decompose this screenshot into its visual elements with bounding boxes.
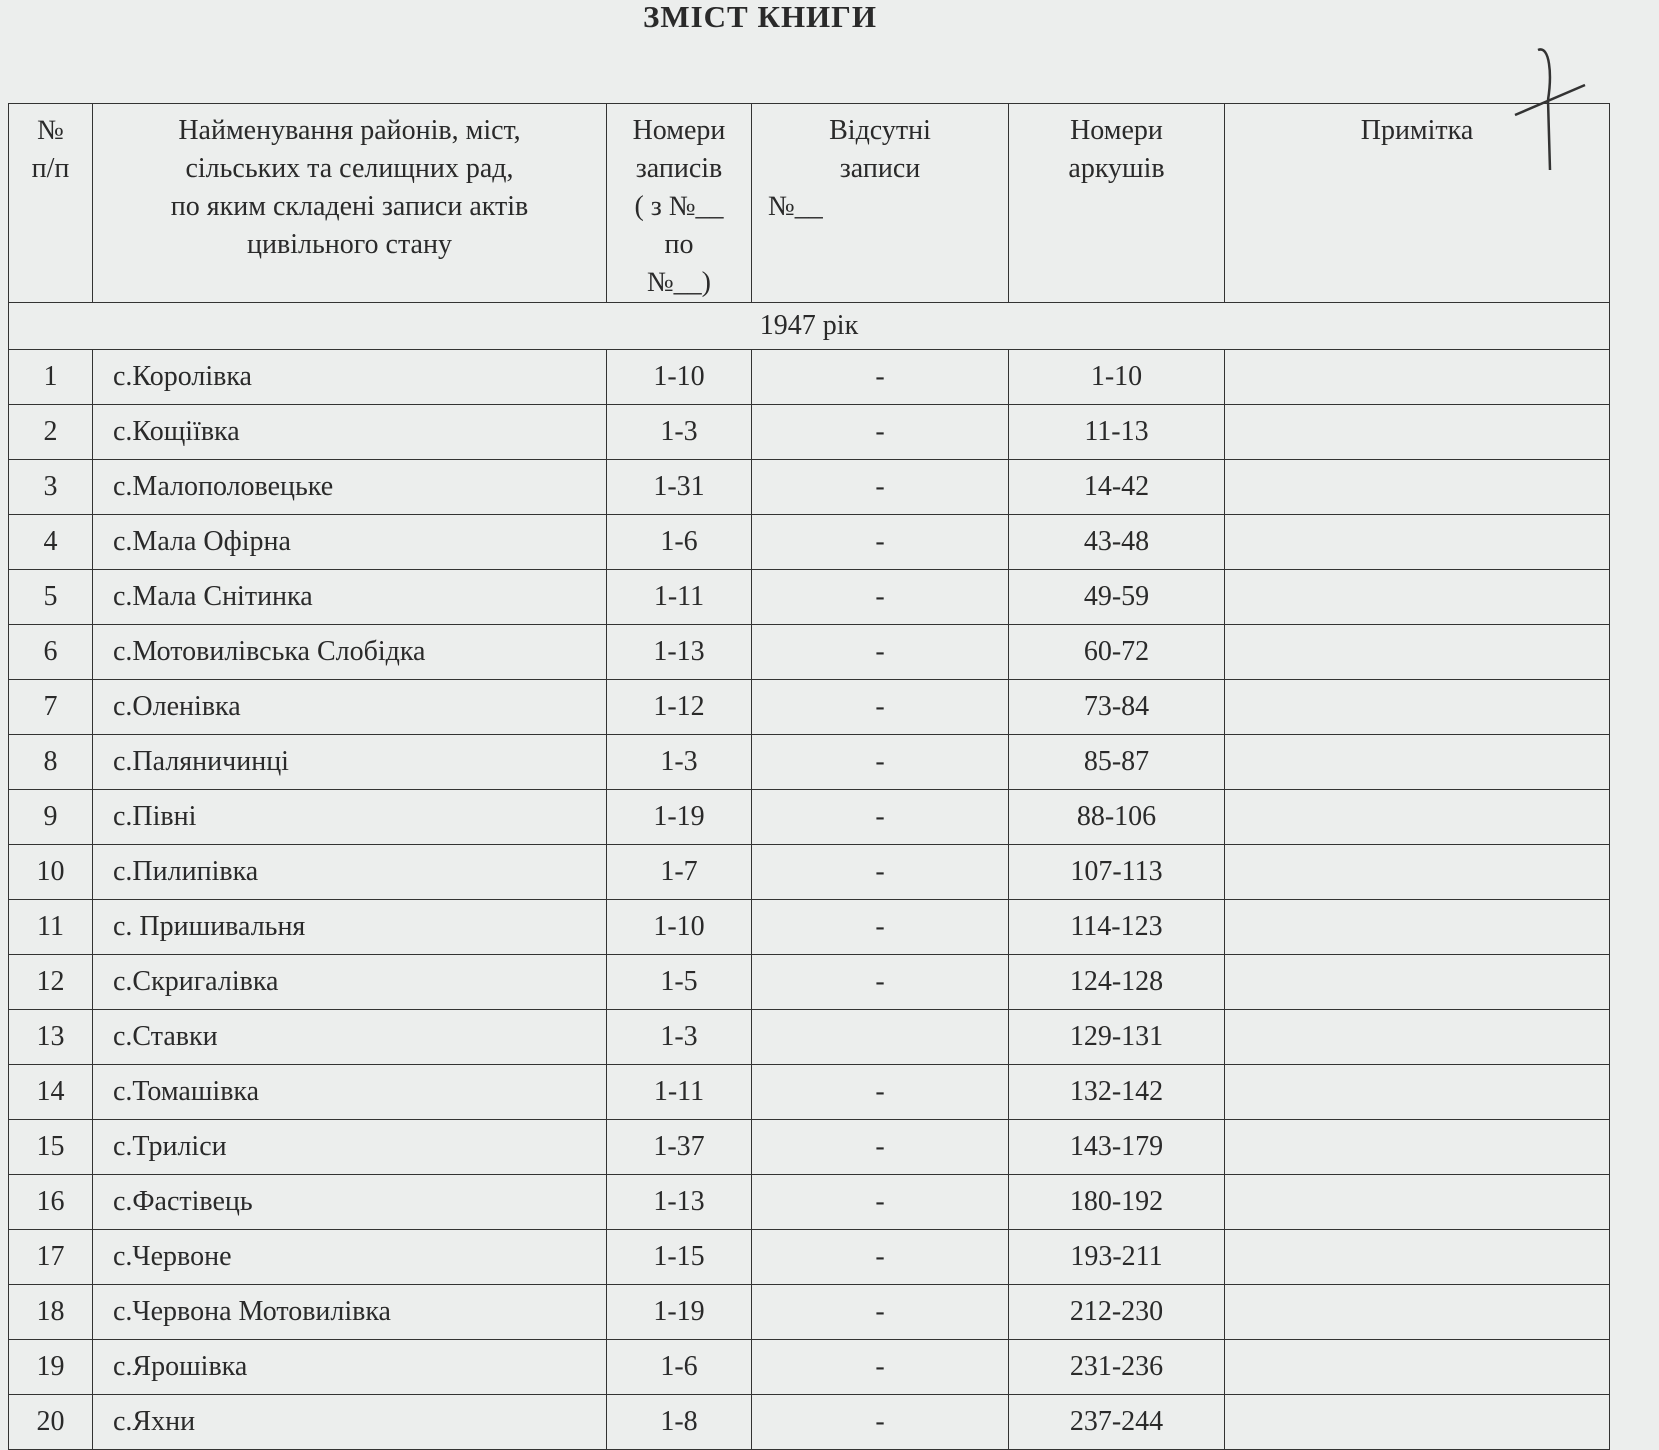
row-missing: - [752,1395,1009,1450]
row-note [1225,680,1610,735]
row-note [1225,790,1610,845]
row-records: 1-13 [607,625,752,680]
row-sheets: 60-72 [1009,625,1225,680]
row-number: 13 [9,1010,93,1065]
row-missing: - [752,845,1009,900]
table-row [9,790,1610,845]
row-records: 1-19 [607,790,752,845]
row-number: 12 [9,955,93,1010]
row-note [1225,460,1610,515]
row-records: 1-10 [607,350,752,405]
row-sheets: 231-236 [1009,1340,1225,1395]
row-records: 1-11 [607,1065,752,1120]
row-name: с.Фастівець [93,1175,607,1230]
row-sheets: 129-131 [1009,1010,1225,1065]
row-number: 14 [9,1065,93,1120]
row-name: с.Яхни [93,1395,607,1450]
row-note [1225,1340,1610,1395]
row-missing: - [752,460,1009,515]
row-number: 4 [9,515,93,570]
row-note [1225,955,1610,1010]
row-number: 3 [9,460,93,515]
row-sheets: 49-59 [1009,570,1225,625]
row-note [1225,900,1610,955]
contents-table [8,103,1610,1450]
row-sheets: 1-10 [1009,350,1225,405]
row-note [1225,845,1610,900]
row-name: с.Мала Снітинка [93,570,607,625]
table-row [9,735,1610,790]
row-sheets: 212-230 [1009,1285,1225,1340]
row-name: с.Королівка [93,350,607,405]
row-missing: - [752,1175,1009,1230]
row-number: 15 [9,1120,93,1175]
row-note [1225,1230,1610,1285]
row-number: 2 [9,405,93,460]
row-name: с.Кощіївка [93,405,607,460]
row-number: 17 [9,1230,93,1285]
row-note [1225,1285,1610,1340]
table-row [9,955,1610,1010]
row-sheets: 114-123 [1009,900,1225,955]
row-missing: - [752,515,1009,570]
row-name: с.Паляничинці [93,735,607,790]
row-missing [752,1010,1009,1065]
row-name: с.Ярошівка [93,1340,607,1395]
row-missing: - [752,1340,1009,1395]
row-sheets: 88-106 [1009,790,1225,845]
row-records: 1-6 [607,1340,752,1395]
row-missing: - [752,350,1009,405]
row-records: 1-15 [607,1230,752,1285]
row-number: 19 [9,1340,93,1395]
row-sheets: 143-179 [1009,1120,1225,1175]
row-missing: - [752,680,1009,735]
row-note [1225,1120,1610,1175]
table-row [9,1395,1610,1450]
header-records: Номери записів ( з №__ по №__) [607,104,752,303]
header-num: № п/п [9,104,93,303]
header-missing: Відсутні записи №__ [752,104,1009,303]
row-sheets: 193-211 [1009,1230,1225,1285]
row-note [1225,350,1610,405]
row-number: 6 [9,625,93,680]
row-name: с.Червоне [93,1230,607,1285]
document-title: ЗМІСТ КНИГИ [642,0,878,34]
row-note [1225,1065,1610,1120]
row-sheets: 180-192 [1009,1175,1225,1230]
row-sheets: 14-42 [1009,460,1225,515]
row-records: 1-7 [607,845,752,900]
row-records: 1-10 [607,900,752,955]
row-number: 1 [9,350,93,405]
row-name: с.Мала Офірна [93,515,607,570]
table-row [9,570,1610,625]
row-number: 18 [9,1285,93,1340]
table-row [9,1230,1610,1285]
row-name: с.Мотовилівська Слобідка [93,625,607,680]
row-records: 1-19 [607,1285,752,1340]
row-note [1225,570,1610,625]
row-records: 1-12 [607,680,752,735]
row-name: с.Триліси [93,1120,607,1175]
row-number: 7 [9,680,93,735]
row-records: 1-6 [607,515,752,570]
row-note [1225,1010,1610,1065]
row-records: 1-11 [607,570,752,625]
row-missing: - [752,955,1009,1010]
table-row [9,1010,1610,1065]
row-name: с.Червона Мотовилівка [93,1285,607,1340]
row-sheets: 237-244 [1009,1395,1225,1450]
row-note [1225,625,1610,680]
row-records: 1-8 [607,1395,752,1450]
row-name: с.Скригалівка [93,955,607,1010]
row-name: с. Пришивальня [93,900,607,955]
row-missing: - [752,1120,1009,1175]
row-note [1225,735,1610,790]
row-name: с.Томашівка [93,1065,607,1120]
row-missing: - [752,790,1009,845]
row-sheets: 107-113 [1009,845,1225,900]
table-row [9,625,1610,680]
table-row [9,1175,1610,1230]
row-note [1225,1175,1610,1230]
row-records: 1-31 [607,460,752,515]
row-name: с.Ставки [93,1010,607,1065]
row-sheets: 124-128 [1009,955,1225,1010]
table-row [9,1065,1610,1120]
year-row: 1947 рік [9,303,1610,350]
row-missing: - [752,1230,1009,1285]
table-row [9,1120,1610,1175]
row-name: с.Пилипівка [93,845,607,900]
row-missing: - [752,625,1009,680]
table-row [9,900,1610,955]
row-missing: - [752,900,1009,955]
table-row [9,460,1610,515]
row-number: 5 [9,570,93,625]
table-row [9,405,1610,460]
table-row [9,515,1610,570]
row-note [1225,405,1610,460]
header-note: Примітка [1225,104,1610,303]
row-name: с.Півні [93,790,607,845]
row-number: 10 [9,845,93,900]
row-note [1225,1395,1610,1450]
table-row [9,845,1610,900]
header-row [9,104,1610,303]
row-sheets: 11-13 [1009,405,1225,460]
row-missing: - [752,1065,1009,1120]
row-number: 16 [9,1175,93,1230]
row-sheets: 132-142 [1009,1065,1225,1120]
row-sheets: 43-48 [1009,515,1225,570]
row-number: 11 [9,900,93,955]
row-number: 20 [9,1395,93,1450]
table-row [9,350,1610,405]
row-note [1225,515,1610,570]
row-records: 1-3 [607,405,752,460]
table-row [9,1340,1610,1395]
row-missing: - [752,405,1009,460]
row-name: с.Оленівка [93,680,607,735]
row-missing: - [752,1285,1009,1340]
row-sheets: 85-87 [1009,735,1225,790]
header-name: Найменування районів, міст, сільських та селищних рад, по яким складені записи актів цивільного стану [93,104,607,303]
table-row [9,1285,1610,1340]
row-records: 1-3 [607,1010,752,1065]
row-records: 1-13 [607,1175,752,1230]
row-number: 9 [9,790,93,845]
row-number: 8 [9,735,93,790]
header-sheets: Номери аркушів [1009,104,1225,303]
row-missing: - [752,735,1009,790]
table-row [9,680,1610,735]
row-records: 1-37 [607,1120,752,1175]
row-sheets: 73-84 [1009,680,1225,735]
row-records: 1-5 [607,955,752,1010]
row-name: с.Малополовецьке [93,460,607,515]
row-records: 1-3 [607,735,752,790]
row-missing: - [752,570,1009,625]
